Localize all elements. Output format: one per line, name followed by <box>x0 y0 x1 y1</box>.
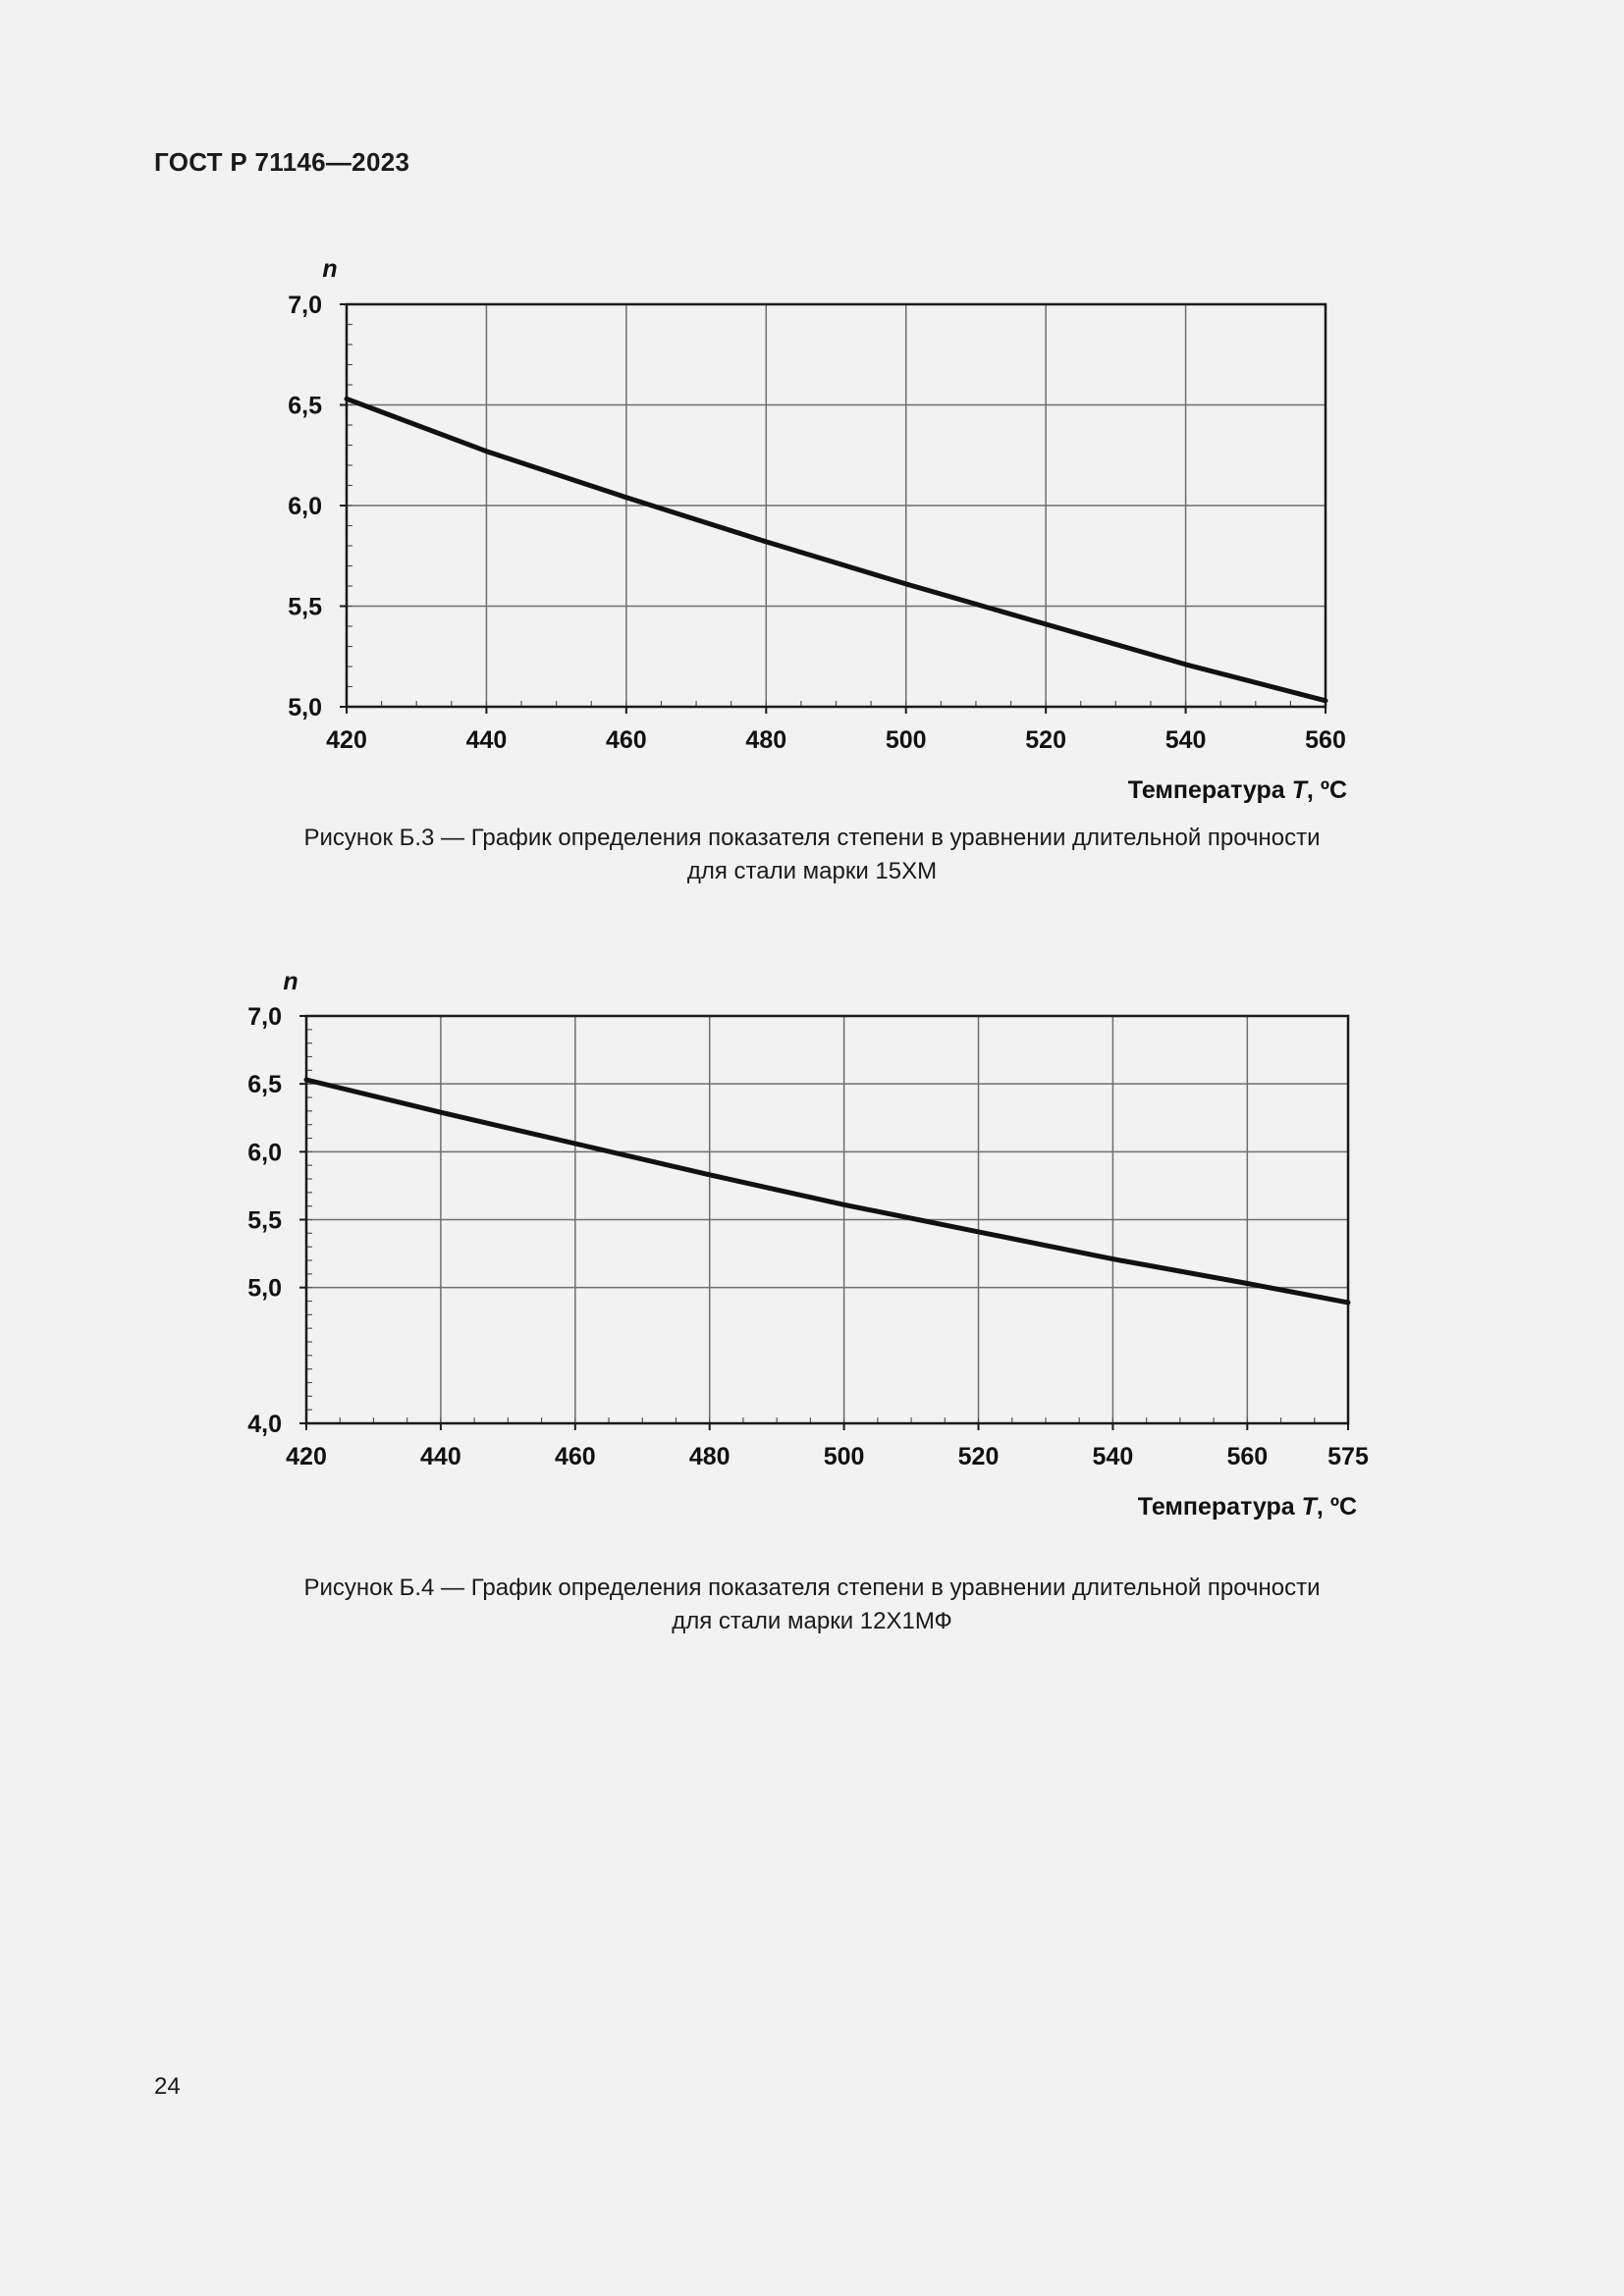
x-axis-label-symbol: T <box>1301 1493 1317 1521</box>
y-tick-label: 5,5 <box>288 593 322 621</box>
x-tick-label: 420 <box>286 1443 327 1470</box>
caption-line: Рисунок Б.3 — График определения показателя степени в уравнении длительной прочности <box>303 825 1321 851</box>
y-tick-label: 5,0 <box>288 694 322 721</box>
y-tick-label: 6,5 <box>247 1071 282 1099</box>
x-tick-label: 540 <box>1092 1443 1134 1470</box>
x-axis-label-unit: , ºC <box>1316 1493 1357 1521</box>
x-tick-label: 520 <box>957 1443 1000 1470</box>
caption-line: для стали марки 15ХМ <box>686 858 938 884</box>
x-tick-label: 440 <box>420 1443 461 1470</box>
x-tick-label: 520 <box>1025 726 1067 754</box>
y-axis-label: n <box>322 255 338 283</box>
chart-figure-b4 <box>0 952 1624 1541</box>
x-tick-label: 500 <box>823 1443 865 1470</box>
figure-caption-b3 <box>226 822 1398 888</box>
y-axis-label: n <box>283 968 298 995</box>
data-line <box>306 1080 1348 1303</box>
x-axis-label-text: Температура <box>1137 1493 1302 1521</box>
x-tick-label: 500 <box>885 726 927 754</box>
y-tick-label: 6,0 <box>288 493 322 520</box>
x-tick-label: 440 <box>465 726 508 754</box>
x-tick-label: 560 <box>1305 726 1346 754</box>
y-tick-label: 6,0 <box>247 1139 282 1167</box>
x-tick-label: 420 <box>326 726 367 754</box>
y-tick-label: 7,0 <box>247 1003 282 1031</box>
x-tick-label: 540 <box>1164 726 1207 754</box>
x-axis-label <box>1128 776 1347 804</box>
document-header: ГОСТ Р 71146—2023 <box>154 147 410 177</box>
x-axis-label-symbol: T <box>1291 776 1307 804</box>
x-tick-label: 480 <box>688 1443 731 1470</box>
page-number: 24 <box>154 2073 181 2100</box>
y-tick-label: 5,5 <box>247 1206 282 1235</box>
caption-line: для стали марки 12Х1МФ <box>672 1608 952 1634</box>
x-axis-label <box>1138 1493 1357 1521</box>
x-tick-label: 460 <box>554 1443 596 1470</box>
x-axis-label-unit: , ºC <box>1306 776 1347 804</box>
caption-line: Рисунок Б.4 — График определения показателя степени в уравнении длительной прочности <box>303 1575 1321 1601</box>
y-tick-label: 5,0 <box>247 1274 282 1303</box>
data-line <box>347 399 1326 701</box>
y-tick-label: 4,0 <box>247 1411 282 1438</box>
x-axis-label-text: Температура <box>1127 776 1292 804</box>
figure-caption-b4 <box>226 1572 1398 1638</box>
x-tick-label: 575 <box>1327 1443 1369 1470</box>
chart-figure-b3 <box>0 236 1624 805</box>
x-tick-label: 460 <box>605 726 647 754</box>
y-tick-label: 7,0 <box>288 292 322 319</box>
y-tick-label: 6,5 <box>288 392 322 420</box>
x-tick-label: 560 <box>1226 1443 1269 1470</box>
x-tick-label: 480 <box>745 726 787 754</box>
